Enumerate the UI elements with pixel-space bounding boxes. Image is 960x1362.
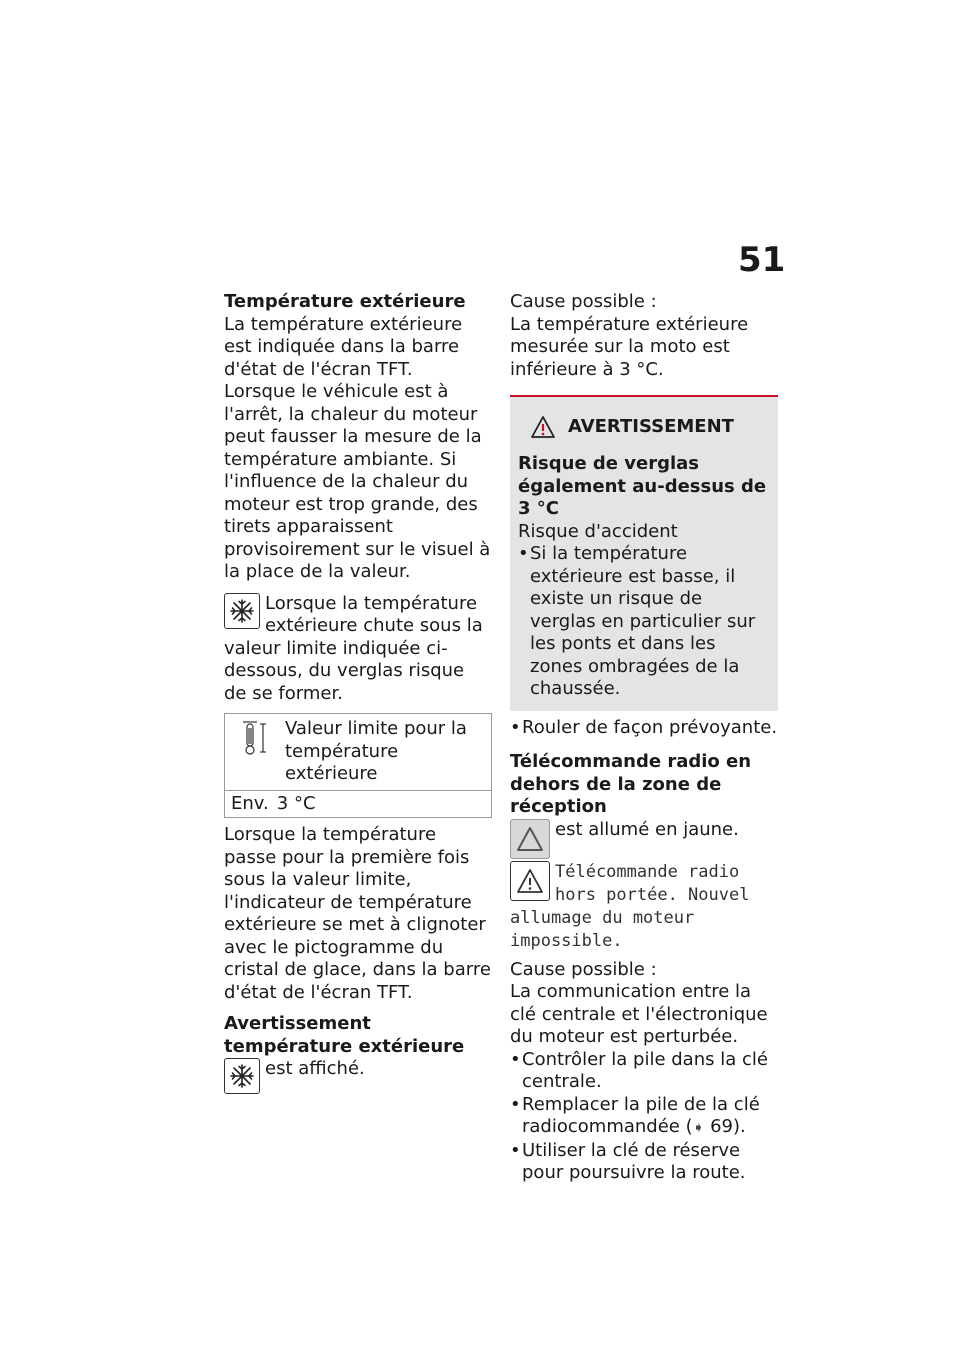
- warning-displayed-paragraph: [224, 1058, 492, 1081]
- cause-label-2: Cause possible :: [510, 958, 657, 980]
- action-list-2: [510, 1049, 778, 1185]
- paragraph-ice-risk: Lorsque la température extérieure chute sous la valeur limite indiquée ci-dessous, du verglas risque de se former.: [224, 592, 483, 704]
- action-item-replace-battery: [510, 1094, 778, 1140]
- warning-box: [510, 395, 778, 711]
- snowflake-icon: [224, 593, 260, 629]
- limit-value-table-header: [225, 714, 491, 791]
- warning-title: AVERTISSEMENT: [568, 415, 734, 437]
- paragraph-temperature-display: La température extérieure est indiquée dans la barre d'état de l'écran TFT.: [224, 313, 463, 380]
- warning-list: [518, 543, 770, 701]
- right-column: [510, 291, 778, 1185]
- warning-triangle-icon: [530, 415, 556, 439]
- limit-value-table: [224, 713, 492, 818]
- action-item-check-battery: • Contrôler la pile dans la clé centrale.: [510, 1049, 778, 1094]
- cause-label: Cause possible :: [510, 291, 657, 312]
- section-heading-temperature-warning: Avertissement température extérieure: [224, 1013, 465, 1057]
- page-number: 51: [738, 240, 786, 280]
- limit-value-key: Env.: [231, 792, 269, 814]
- warning-title-row: [518, 415, 770, 439]
- section-heading-remote-out-of-range: Télécommande radio en dehors de la zone de réception: [510, 751, 752, 817]
- warning-subheading: Risque d'accident: [518, 520, 678, 542]
- limit-value-value: 3 °C: [276, 792, 316, 814]
- cause-text-2: La communication entre la clé centrale et l'électronique du moteur est perturbée.: [510, 981, 768, 1047]
- action-item-drive-carefully: • Rouler de façon prévoyante.: [510, 717, 778, 740]
- display-message-paragraph: [510, 861, 778, 953]
- yellow-indicator-paragraph: [510, 819, 778, 842]
- arrow-icon: ➧: [692, 1120, 705, 1136]
- section-heading-outside-temperature: Température extérieure: [224, 291, 466, 312]
- paragraph-engine-heat: Lorsque le véhicule est à l'arrêt, la chaleur du moteur peut fausser la mesure de la température ambiante. Si l'influence de la chaleur du moteur est trop grande, des tirets apparaissent provisoirement sur le visuel à la place de la valeur.: [224, 381, 491, 582]
- action-item-replace-battery-text: Remplacer la pile de la clé radiocommandée (: [522, 1093, 760, 1137]
- left-column: [224, 291, 492, 1096]
- page-reference-link[interactable]: 69).: [710, 1116, 746, 1137]
- snowflake-icon: [224, 1058, 260, 1094]
- limit-value-row: [225, 791, 491, 818]
- paragraph-indicator-blinks: Lorsque la température passe pour la première fois sous la valeur limite, l'indicateur de température extérieure se met à clignoter avec le pictogramme du cristal de glace, dans la barre d'état de l'écran TFT.: [224, 824, 491, 1003]
- display-message: Télécommande radio hors portée. Nouvel allumage du moteur impossible.: [510, 861, 750, 951]
- warning-triangle-icon: [510, 861, 550, 901]
- cause-text: La température extérieure mesurée sur la moto est inférieure à 3 °C.: [510, 313, 749, 380]
- limit-value-label: Valeur limite pour la température extérieure: [285, 718, 467, 784]
- warning-list-item: • Si la température extérieure est basse, il existe un risque de verglas en particulier sur les ponts et dans les zones ombragées de la chaussée.: [518, 543, 770, 701]
- thermometer-icon: [239, 718, 275, 786]
- action-list-1: [510, 717, 778, 740]
- action-item-spare-key: • Utiliser la clé de réserve pour poursuivre la route.: [510, 1140, 778, 1185]
- paragraph-lit-yellow: est allumé en jaune.: [555, 818, 739, 840]
- paragraph-is-displayed: est affiché.: [265, 1058, 365, 1079]
- warning-triangle-icon: [510, 819, 550, 859]
- ice-warning-paragraph: [224, 593, 492, 706]
- warning-heading: Risque de verglas également au-dessus de 3 °C: [518, 453, 767, 519]
